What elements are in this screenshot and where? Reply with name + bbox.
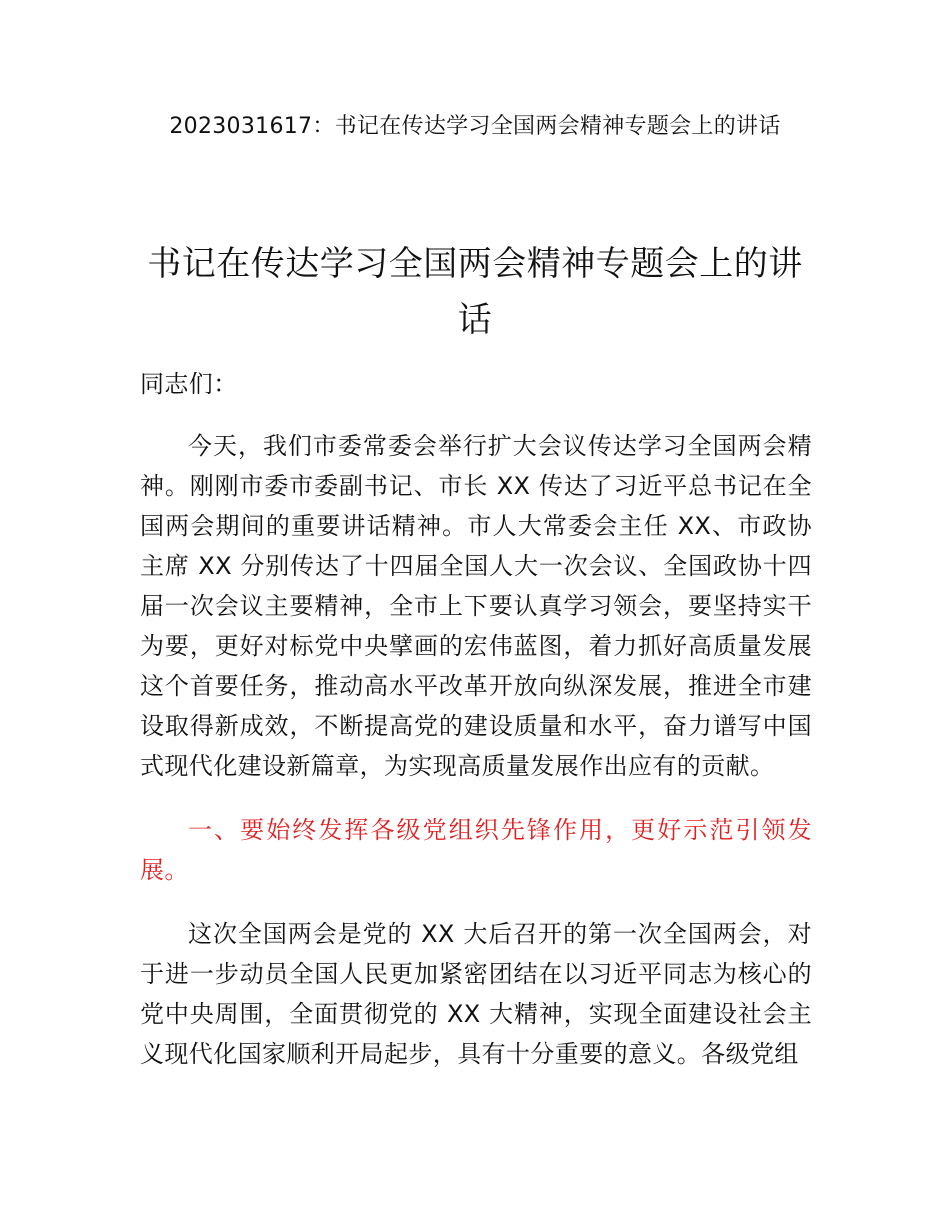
salutation: 同志们： <box>140 370 238 398</box>
paragraph-1: 今天，我们市委常委会举行扩大会议传达学习全国两会精神。刚刚市委市委副书记、市长 XX 传达了习近平总书记在全国两会期间的重要讲话精神。市人大常委会主任 XX、市政协主席 XX 分别传达了十四届全国人大一次会议、全国政协十四届一次会议主要精神，全市上下要认真学习领会，要坚持实干为要，更好对标党中央擘画的宏伟蓝图，着力抓好高质量发展这个首要任务，推动高水平改革开放向纵深发展，推进全市建设取得新成效，不断提高党的建设质量和水平，奋力谱写中国式现代化建设新篇章，为实现高质量发展作出应有的贡献。 <box>140 432 812 780</box>
document-title: 书记在传达学习全国两会精神专题会上的讲话 <box>147 244 803 340</box>
document-body <box>140 364 812 1098</box>
paragraph-2: 这次全国两会是党的 XX 大后召开的第一次全国两会，对于进一步动员全国人民更加紧密团结在以习近平同志为核心的党中央周围，全面贯彻党的 XX 大精神，实现全面建设社会主义现代化国家顺利开局起步，具有十分重要的意义。各级党组 <box>140 920 812 1068</box>
document-header: 2023031617：书记在传达学习全国两会精神专题会上的讲话 <box>169 114 781 139</box>
section-heading-1: 一、要始终发挥各级党组织先锋作用，更好示范引领发展。 <box>140 816 812 884</box>
